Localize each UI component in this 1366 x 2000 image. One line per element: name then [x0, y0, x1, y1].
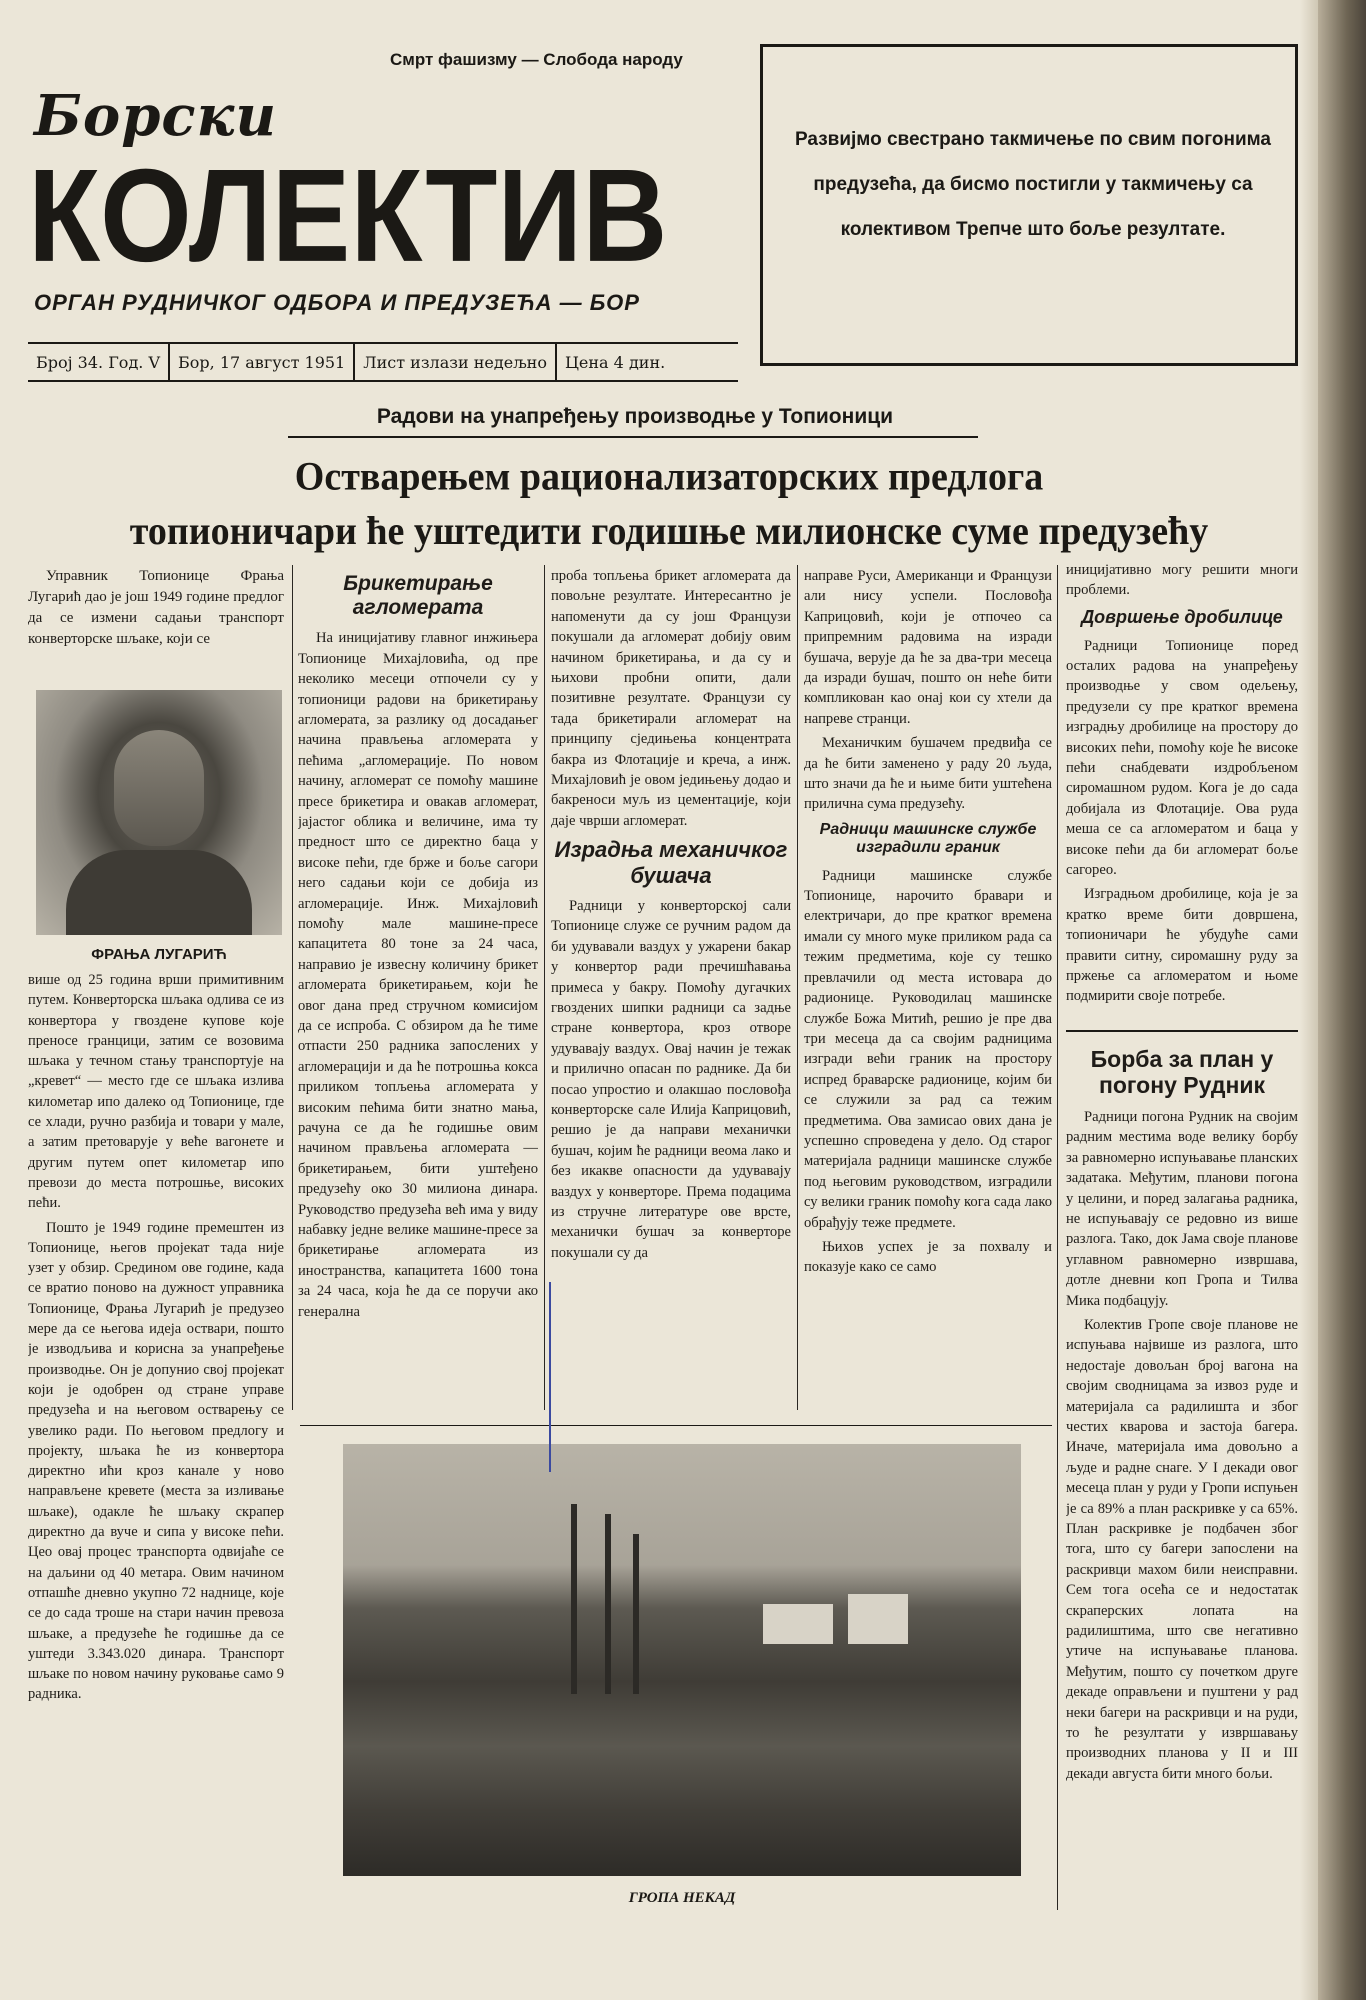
masthead-logo-main: КОЛЕКТИВ — [28, 142, 668, 290]
subheading-crusher: Довршење дробилице — [1081, 606, 1283, 627]
subheading-crane: Радници машинске службе изградили граник — [819, 820, 1037, 857]
article-paragraph: Радници погона Рудник на својим радним местима воде велику борбу за равномерно испуњавање планских задатака. Међутим, планови погона у целини, и поред залагања радника, не испуњавају се редовно из више разлога. Тако, док Јама своје планове углавном равномерно извршава, дотле дневни коп Гропа и Тилва Мика подбацују. — [1066, 1108, 1298, 1309]
article-paragraph: Колектив Гропе своје планове не испуњава највише из разлога, што недостаје довољан број вагона на својим сводницама за извоз руде и материјала са радилишта и због честих кварова и застоја багера. Иначе, материјала има довољно а људе и радне снаге. У I декади овог месеца план у руди у Гропи испуњен је са 89% а план раскривке у са 65%. План раскривке је подбачен због тога, што су багери запослени на раскривци махом били неисправни. Сем тога осећа се и недостатак скраперских лопата на радилиштима, што све негативно утиче на испуњавање планова. Међутим, пошто су почетком друге декаде оправљени и пуштени у рад неки багери на раскривци и на руди, то ће резултати у извршавању производних планова у II и III декади августа бити много бољи. — [1066, 1316, 1298, 1782]
column-5-bottom — [1066, 1040, 1298, 1930]
article-paragraph: Њихов успех је за похвалу и показује како се само — [804, 1238, 1052, 1276]
portrait-caption: ФРАЊА ЛУГАРИЋ — [91, 946, 227, 963]
article-paragraph: Радници машинске службе Топионице, нарочито бравари и електричари, до пре кратког времена имали су много муке приликом рада са тежим предметима, које су тешко превлачили од места истовара до радионице. Руководилац машинске службе Божа Митић, решио је пре два три месеца да са својим радницима изгради већи граник на простору испред браварске радионице, којим би се служили за рад са тежим предметима. Ова замисао ових дана је успешно спроведена у дело. Од старог материјала радници машинске службе под његовим руководством, изградили су велики граник помоћу кога сада лако обрађују теже предмете. — [804, 867, 1052, 1231]
portrait-face — [114, 730, 204, 846]
headline-line-1: Остварењем рационализаторских предлога — [294, 454, 1044, 499]
smokestack — [571, 1504, 577, 1694]
article-paragraph: Пошто је 1949 године премештен из Топионице, његов пројекат тада није узет у обзир. Средином ове године, када се вратио поново на дужност управника Топионице, Фрања Лугарић је предузео мере да се његова идеја оствари, пошто је изводљива и корисна за унапређење производње. Он је допунио свој пројекат који је одобрен од стране управе предузећа и на његовом остварењу се увелико ради. По његовом предлогу и пројекту, шљака ће из конвертора директно ићи кроз канале у ново направљене кревете (места за изливање шљаке), одакле ће шљаку скрапер директно да вуче и сипа у високе пећи. Цео овај процес транспорта одвијаће се на даљини од 40 метара. Овим начином отпашће дневно укупно 72 наднице, које се до сада троше на стари начин превоза шљаке, а предузеће ће годишње да се уштеди 3.343.020 динара. Транспорт шљаке по новом начину руковање само 9 радника. — [28, 1219, 284, 1703]
column-rule — [797, 565, 798, 1410]
slogan-text: Развијмо свестрано такмичење по свим погонима предузећа, да бисмо постигли у такмичењу са колективом Трепче што боље резултате. — [795, 129, 1271, 240]
masthead-infobar — [28, 342, 738, 382]
column-rule — [292, 565, 293, 1410]
pen-mark — [549, 1282, 551, 1472]
column5-divider — [1066, 1030, 1298, 1032]
article-paragraph: проба топљења брикет агломерата да повољне резултате. Интересантно је напоменути да су још Французи покушали да агломерат добију овим начином брикетирања, и да су и њихови пробни опити, дали позитивне резултате. Французи су тада брикетирали агломерат на принципу сједињења концентрата бакра из Флотације и креча, а инж. Михајловић је овом једињењу додао и бакреноси муљ из цементације, који даје чврши агломерат. — [551, 568, 791, 829]
building — [763, 1604, 833, 1644]
column-1-top — [28, 566, 284, 678]
slogan-box — [760, 44, 1298, 366]
lead-headline — [24, 449, 1314, 558]
kicker-underline — [288, 436, 978, 438]
site-photo-caption: ГРОПА НЕКАД — [628, 1890, 736, 1906]
column-rule — [1057, 565, 1058, 1910]
binding-spine — [1318, 0, 1366, 2000]
masthead-motto: Смрт фашизму — Слобода народу — [390, 50, 683, 69]
article-paragraph: иницијативно могу решити многи проблеми. — [1066, 562, 1298, 599]
masthead-logo-top: Борски — [34, 83, 278, 149]
headline-line-2: топионичари ће уштедити годишње милионске суме предузећу — [129, 509, 1209, 554]
issue-price: Цена 4 дин. — [564, 352, 666, 372]
portrait-shoulders — [66, 850, 252, 935]
article-paragraph: направе Руси, Американци и Французи али нису успели. Пословођа Каприцовић, који је отпочео са припремним радовима на изради бушача, верује да ће за два-три месеца да изради бушач, пошто он неће бити компликован као онај кои су хтели да напреве странци. — [804, 568, 1052, 727]
issue-number: Број 34. Год. V — [28, 344, 170, 380]
page-edge-shadow — [1300, 0, 1318, 2000]
column-rule — [544, 565, 545, 1410]
column-2 — [298, 566, 538, 1411]
column-5-top — [1066, 560, 1298, 1025]
article-paragraph: Управник Топионице Фрања Лугарић дао је још 1949 године предлог да се измени садањи транспорт конверторске шљаке, који се — [28, 568, 284, 647]
article-paragraph: Изградњом дробилице, која је за кратко време бити довршена, топионичари ће убудуће сами правити ситну, сиромашну руду за пржење са агломератом и њоме подмирити своје потребе. — [1066, 886, 1298, 1005]
column-1-bottom — [28, 970, 284, 1930]
column-4 — [804, 566, 1052, 1411]
smokestack — [633, 1534, 639, 1694]
industrial-site-photo — [343, 1444, 1021, 1876]
article-paragraph: Механичким бушачем предвиђа се да ће бити заменено у раду 20 људа, што значи да ће и њиме бити уштећена прилична сума предузећу. — [804, 735, 1052, 813]
column-3 — [551, 566, 791, 1411]
issue-date: Бор, 17 август 1951 — [170, 344, 355, 380]
subheading-briquetting: Брикетирање агломерата — [343, 572, 493, 620]
photo-top-rule — [300, 1425, 1052, 1426]
masthead-organ: ОРГАН РУДНИЧКОГ ОДБОРА И ПРЕДУЗЕЋА — БОР — [34, 290, 640, 315]
article-paragraph: Радници у конверторској сали Топионице служе се ручним радом да би удувавали ваздух у ужарени бакар у конвертор ради пречишћавања примеса у бакру. Помоћу дугачких гвоздених шипки радници са задње стране конвертора, кроз отворе удувавају ваздух. Овај начин је тежак и прилично опасан по раднике. Да би посао упростио и олакшао пословођа конверторске сале Илија Каприцовић, решио је да направи механички бушач, којим ће радници веома лако и без икакве опасности да удувавају ваздух у конверторе. Према подацима из стручне литературе ове врсте, механички бушач за конверторе покушали су да — [551, 897, 791, 1261]
article-paragraph: Радници Топионице поред осталих радова на унапређењу производње у свом одељењу, предузели су пре кратког времена изградњу дробилице на простору до високих пећи, помоћу које ће високе пећи снабдевати издробљеном сиромашном рудом. Кога је до сада добијала из Флотације. Ова руда меша се са агломератом и баца у високе пећи да би агломерат боље сагорео. — [1066, 637, 1298, 878]
building — [848, 1594, 908, 1644]
subheading-driller: Израдња механичког бушача — [554, 837, 788, 888]
subheading-mine-plan: Борба за план у погону Рудник — [1090, 1046, 1274, 1099]
portrait-photo — [36, 690, 282, 935]
article-paragraph: више од 25 година врши примитивним путем. Конверторска шљака одлива се из конвертора у гвоздене купове које преносе гранцици, затим се возовима шљака у течном стању транспортује на „кревет“ — место где се шљака излива километар ипо далеко од Топионице, где се хлади, ручно разбија и товари у мале, а затим претоварује у веће вагонете и другим путем опет километар ипо превози до места потрошње, високих пећи. — [28, 972, 284, 1212]
publication-frequency: Лист излази недељно — [355, 344, 557, 380]
article-paragraph: На иницијативу главног инжињера Топионице Михајловића, од пре неколико месеци отпочели су у топионици радови на брикетирању агломерата, за разлику од досадањег начина прављења агломерата у пећима „агломерације. По новом начину, агломерат се помоћу машине пресе брикетира и овакав агломерат, јајастог облика и величине, има ту предност што се директно баца у високе пећи, где брже и боље сагори него садањи који се добија из агломерације. Инж. Михајловић помоћу мале машине-пресе капацитета 80 тоне за 24 часа, направио је извесну количину брикет агломерата брикетирањем, који ће овог дана пред стручном комисијом да се испроба. С обзиром да ће тиме отпасти 250 радника запослених у агломерацији и да ће потрошња кокса приликом топљења агломерата у високим пећима бити знатно мања, рачуна се да ће годишње овим начином прављења агломерата — брикетирањем, бити уштеђено предузећу око 30 милиона динара. Руководство предузећа већ има у виду набавку једне велике машине-пресе за брикетирање агломерата из иностранства, капацитета 1600 тона за 24 часа, која ће да се поручи ако генерална — [298, 630, 538, 1320]
lead-kicker: Радови на унапређењу производње у Топионици — [376, 405, 894, 428]
smokestack — [605, 1514, 611, 1694]
